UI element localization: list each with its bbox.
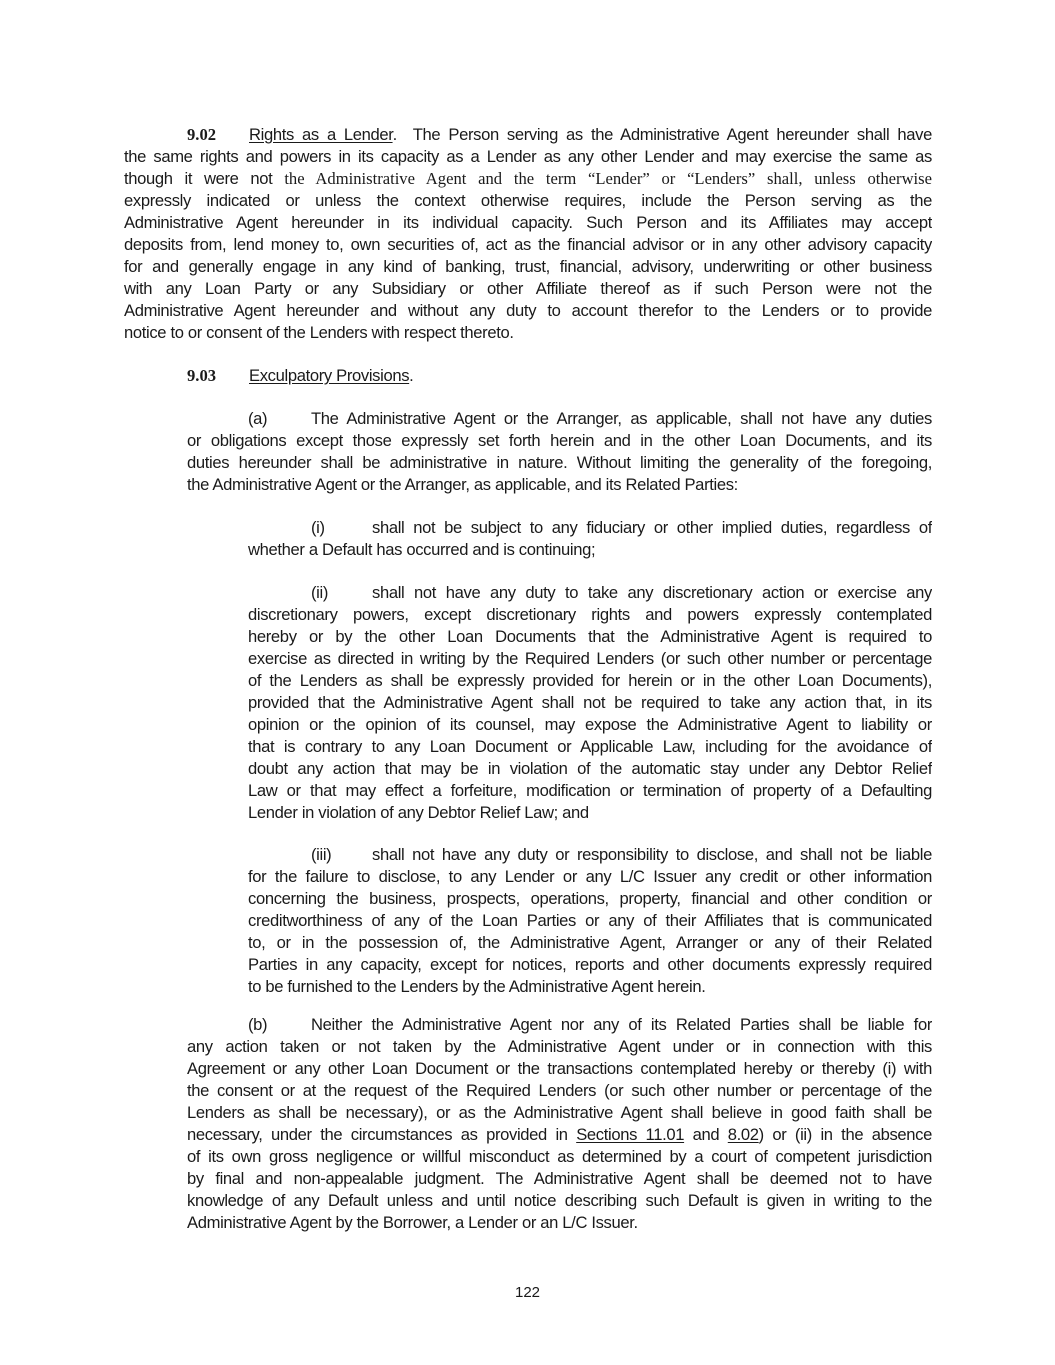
section-number: 9.03 (187, 366, 217, 385)
body-line-with-references: necessary, under the circumstances as provided in Sections 11.01 and 8.02) or (ii) in the absence (187, 1125, 932, 1144)
body-line: that is contrary to any Loan Document or Applicable Law, including for the avoidance of (248, 737, 932, 756)
body-line: duties hereunder shall be administrative in nature. Without limiting the generality of the foregoing, (187, 453, 932, 472)
body-line: notice to or consent of the Lenders with respect thereto. (124, 323, 514, 342)
body-line: Lenders as shall be necessary), or as the Administrative Agent shall believe in good faith shall be (187, 1103, 932, 1122)
body-line: for and generally engage in any kind of banking, trust, financial, advisory, underwriting or other business (124, 257, 932, 276)
body-line: Lender in violation of any Debtor Relief Law; and (248, 803, 589, 822)
item-label: (i) (311, 518, 325, 537)
body-line: whether a Default has occurred and is continuing; (248, 540, 596, 559)
body-line: doubt any action that may be in violation of the automatic stay under any Debtor Relief (248, 759, 932, 778)
body-line: Parties in any capacity, except for notices, reports and other documents expressly required (248, 955, 932, 974)
body-line: the Administrative Agent or the Arranger, as applicable, and its Related Parties: (187, 475, 738, 494)
body-line: provided that the Administrative Agent shall not be required to take any action that, in its (248, 693, 932, 712)
body-line: Law or that may effect a forfeiture, modification or termination of property of a Defaulting (248, 781, 932, 800)
paragraph-a-first-line: (a) The Administrative Agent or the Arranger, as applicable, shall not have any duties (248, 409, 932, 428)
body-line: or obligations except those expressly set forth herein and in the other Loan Documents, and its (187, 431, 932, 450)
body-line: deposits from, lend money to, own securities of, act as the financial advisor or in any other advisory capacity (124, 235, 932, 254)
section-9-02-heading-line: 9.02 Rights as a Lender. The Person serving as the Administrative Agent hereunder shall have (187, 125, 932, 144)
item-ii-first-line: (ii) shall not have any duty to take any discretionary action or exercise any (311, 583, 932, 602)
body-line: of the Lenders as shall be expressly provided for herein or in the other Loan Documents), (248, 671, 932, 690)
body-line: expressly indicated or unless the context otherwise requires, include the Person serving as the (124, 191, 932, 210)
paragraph-label: (a) (248, 409, 268, 428)
body-line: Agreement or any other Loan Document or the transactions contemplated hereby or thereby (i) with (187, 1059, 932, 1078)
body-line: the same rights and powers in its capacity as a Lender as any other Lender and may exercise the same as (124, 147, 932, 166)
body-line: concerning the business, prospects, operations, property, financial and other condition or (248, 889, 932, 908)
body-line: though it were not the Administrative Agent and the term “Lender” or “Lenders” shall, unless otherwise (124, 169, 932, 188)
section-number: 9.02 (187, 125, 217, 144)
cross-reference-8-02[interactable]: 8.02 (727, 1125, 759, 1144)
body-line: exercise as directed in writing by the Required Lenders (or such other number or percentage (248, 649, 932, 668)
body-line: to be furnished to the Lenders by the Administrative Agent herein. (248, 977, 706, 996)
section-9-03-heading-line: 9.03 Exculpatory Provisions. (187, 366, 414, 385)
body-line: the consent or at the request of the Required Lenders (or such other number or percentage of the (187, 1081, 932, 1100)
section-heading: Exculpatory Provisions (249, 366, 410, 385)
item-label: (iii) (311, 845, 332, 864)
body-line: any action taken or not taken by the Administrative Agent under or in connection with this (187, 1037, 932, 1056)
body-line: by final and non-appealable judgment. The Administrative Agent shall be deemed not to have (187, 1169, 932, 1188)
body-line: for the failure to disclose, to any Lender or any L/C Issuer any credit or other information (248, 867, 932, 886)
body-line: discretionary powers, except discretionary rights and powers expressly contemplated (248, 605, 932, 624)
page-number: 122 (514, 1284, 541, 1301)
item-iii-first-line: (iii) shall not have any duty or responsibility to disclose, and shall not be liable (311, 845, 932, 864)
body-line: hereby or by the other Loan Documents that the Administrative Agent is required to (248, 627, 932, 646)
cross-reference-sections-11-01[interactable]: Sections 11.01 (576, 1125, 685, 1144)
body-line: creditworthiness of any of the Loan Parties or any of their Affiliates that is communicated (248, 911, 932, 930)
paragraph-label: (b) (248, 1015, 268, 1034)
body-line: of its own gross negligence or willful misconduct as determined by a court of competent jurisdiction (187, 1147, 932, 1166)
item-i-first-line: (i) shall not be subject to any fiduciary or other implied duties, regardless of (311, 518, 932, 537)
paragraph-b-first-line: (b) Neither the Administrative Agent nor any of its Related Parties shall be liable for (248, 1015, 932, 1034)
item-label: (ii) (311, 583, 329, 602)
body-line: to, or in the possession of, the Administrative Agent, Arranger or any of their Related (248, 933, 932, 952)
body-line: knowledge of any Default unless and until notice describing such Default is given in writing to the (187, 1191, 932, 1210)
body-line: Administrative Agent hereunder in its individual capacity. Such Person and its Affiliates may accept (124, 213, 932, 232)
body-line: Administrative Agent by the Borrower, a Lender or an L/C Issuer. (187, 1213, 638, 1232)
section-heading: Rights as a Lender (249, 125, 393, 144)
body-text: The Person serving as the Administrative Agent hereunder shall have (412, 125, 932, 144)
body-line: opinion or the opinion of its counsel, may expose the Administrative Agent to liability or (248, 715, 932, 734)
body-line: Administrative Agent hereunder and without any duty to account therefor to the Lenders or to provide (124, 301, 932, 320)
body-line: with any Loan Party or any Subsidiary or other Affiliate thereof as if such Person were not the (124, 279, 932, 298)
